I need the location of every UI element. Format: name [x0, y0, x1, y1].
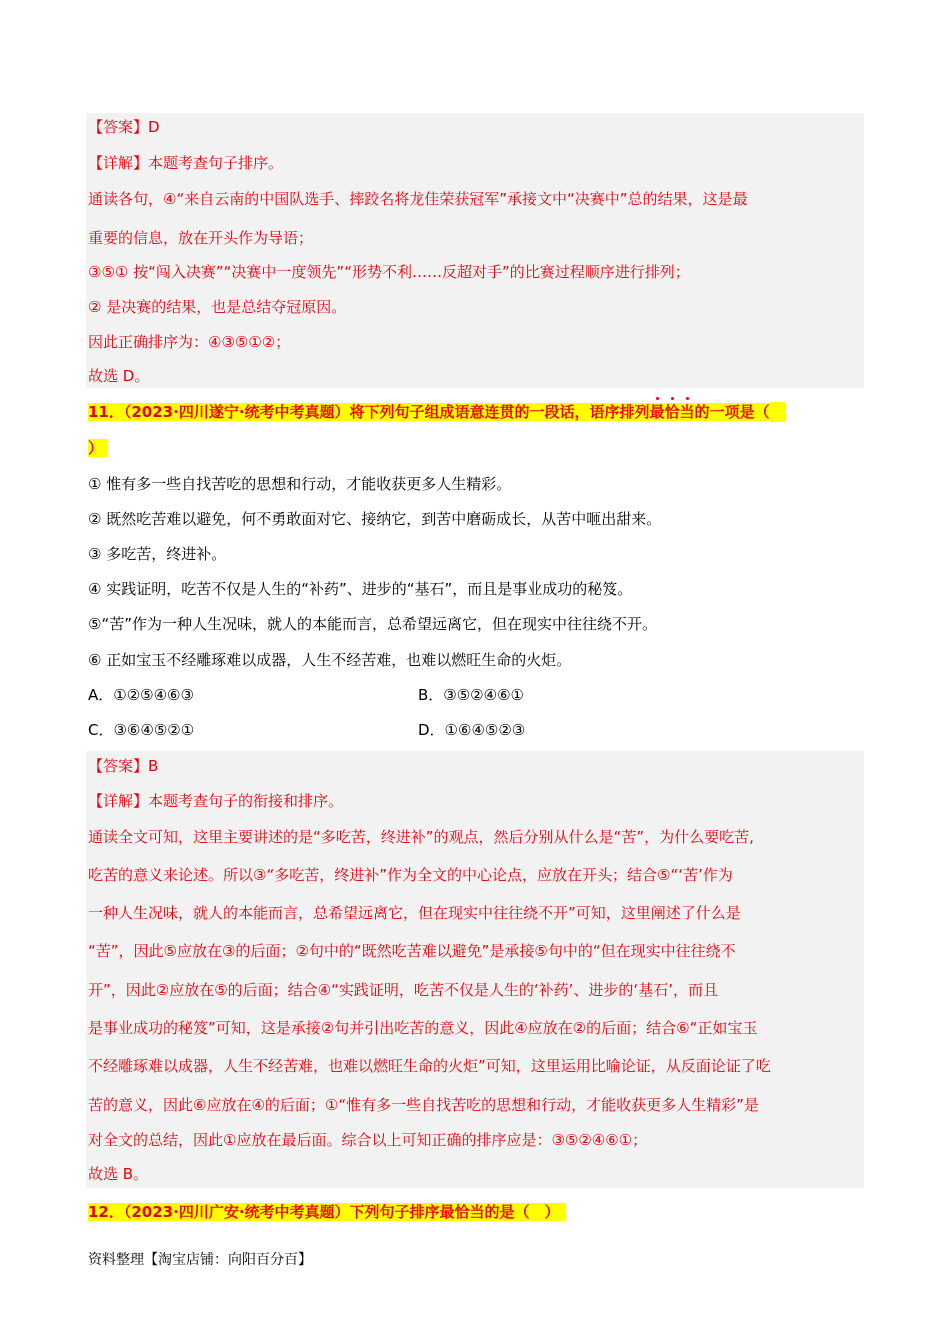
stem-emphasis — [650, 403, 695, 421]
detail-intro: 本题考查句子排序。 — [148, 154, 284, 172]
answer-block-q11 — [86, 751, 864, 1188]
question-stem-q11-cont — [88, 438, 107, 458]
detail-line-q11 — [88, 791, 343, 811]
detail-line-q10 — [88, 153, 283, 173]
stem-emphasis-text: 最恰当 — [649, 403, 695, 421]
answer-tag: 【答案】 — [88, 118, 149, 136]
explanation-line: ② 是决赛的结果，也是总结夺冠原因。 — [88, 298, 347, 316]
answer-tag: 【答案】 — [88, 757, 149, 775]
detail-intro: 本题考查句子的衔接和排序。 — [148, 792, 344, 810]
explanation-line: 因此正确排序为：④③⑤①②； — [88, 333, 291, 351]
explanation-line: 吃苦的意义来论述。所以③“多吃苦，终进补”作为全文的中心论点，应放在开头；结合⑤“‘苦’作为 — [88, 866, 733, 884]
sentence-item: ① 惟有多一些自找苦吃的思想和行动，才能收获更多人生精彩。 — [88, 475, 512, 493]
explanation-line: 故选 B。 — [88, 1165, 149, 1183]
sentence-item: ⑥ 正如宝玉不经雕琢难以成器，人生不经苦难，也难以燃旺生命的火炬。 — [88, 651, 572, 669]
detail-tag: 【详解】 — [88, 154, 149, 172]
explanation-line: 对全文的总结，因此①应放在最后面。综合以上可知正确的排序应是：③⑤②④⑥①； — [88, 1131, 648, 1149]
detail-tag: 【详解】 — [88, 792, 149, 810]
option-d: D．①⑥④⑤②③ — [418, 721, 526, 739]
stem-part1: 11．（2023·四川遂宁·统考中考真题）将下列句子组成语意连贯的一段话，语序排列 — [88, 403, 650, 421]
answer-value: B — [148, 757, 159, 775]
explanation-line: 是事业成功的秘笈”可知，这是承接②句并引出吃苦的意义，因此④应放在②的后面；结合⑥“正如宝玉 — [88, 1019, 758, 1037]
explanation-line: 故选 D。 — [88, 367, 150, 385]
answer-value: D — [148, 118, 160, 136]
sentence-item: ② 既然吃苦难以避免，何不勇敢面对它、接纳它，到苦中磨砺成长，从苦中咂出甜来。 — [88, 510, 662, 528]
page-footer: 资料整理【淘宝店铺：向阳百分百】 — [88, 1252, 312, 1268]
option-b: B．③⑤②④⑥① — [418, 686, 524, 704]
option-a: A．①②⑤④⑥③ — [88, 686, 194, 704]
stem-line2: ） — [88, 439, 107, 457]
question-stem-q11 — [88, 402, 786, 422]
sentence-item: ④ 实践证明，吃苦不仅是人生的“补药”、进步的“基石”，而且是事业成功的秘笈。 — [88, 580, 633, 598]
answer-line-q10 — [88, 117, 160, 137]
explanation-line: ③⑤① 按“闯入决赛”“决赛中一度领先”“形势不利……反超对手”的比赛过程顺序进行排列； — [88, 263, 690, 281]
option-c: C．③⑥④⑤②① — [88, 721, 195, 739]
sentence-item: ⑤“苦”作为一种人生况味，就人的本能而言，总希望远离它，但在现实中往往绕不开。 — [88, 615, 657, 633]
explanation-line: 通读全文可知，这里主要讲述的是“多吃苦，终进补”的观点，然后分别从什么是“苦”，为什么要吃苦, — [88, 828, 754, 846]
explanation-line: 苦的意义，因此⑥应放在④的后面；①“惟有多一些自找苦吃的思想和行动，才能收获更多人生精彩”是 — [88, 1096, 759, 1114]
explanation-line: 一种人生况味，就人的本能而言，总希望远离它，但在现实中往往绕不开”可知，这里阐述了什么是 — [88, 904, 741, 922]
explanation-line: “苦”，因此⑤应放在③的后面；②句中的“既然吃苦难以避免”是承接⑤句中的“但在现实中往往绕不 — [88, 942, 736, 960]
stem-part2: 的一项是（ — [694, 403, 770, 421]
explanation-line: 不经雕琢难以成器，人生不经苦难，也难以燃旺生命的火炬”可知，这里运用比喻论证，从反面论证了吃 — [88, 1057, 771, 1075]
explanation-line: 通读各句，④“来自云南的中国队选手、摔跤名将龙佳荣获冠军”承接文中“决赛中”总的结果，这是最 — [88, 190, 748, 208]
explanation-line: 开”，因此②应放在⑤的后面；结合④“实践证明，吃苦不仅是人生的‘补药’、进步的‘基石’，而且 — [88, 981, 718, 999]
explanation-line: 重要的信息，放在开头作为导语； — [88, 229, 314, 247]
question-stem-q12 — [88, 1202, 566, 1222]
stem-q12: 12．（2023·四川广安·统考中考真题）下列句子排序最恰当的是（ ） — [88, 1203, 566, 1221]
answer-line-q11 — [88, 756, 158, 776]
sentence-item: ③ 多吃苦，终进补。 — [88, 545, 227, 563]
